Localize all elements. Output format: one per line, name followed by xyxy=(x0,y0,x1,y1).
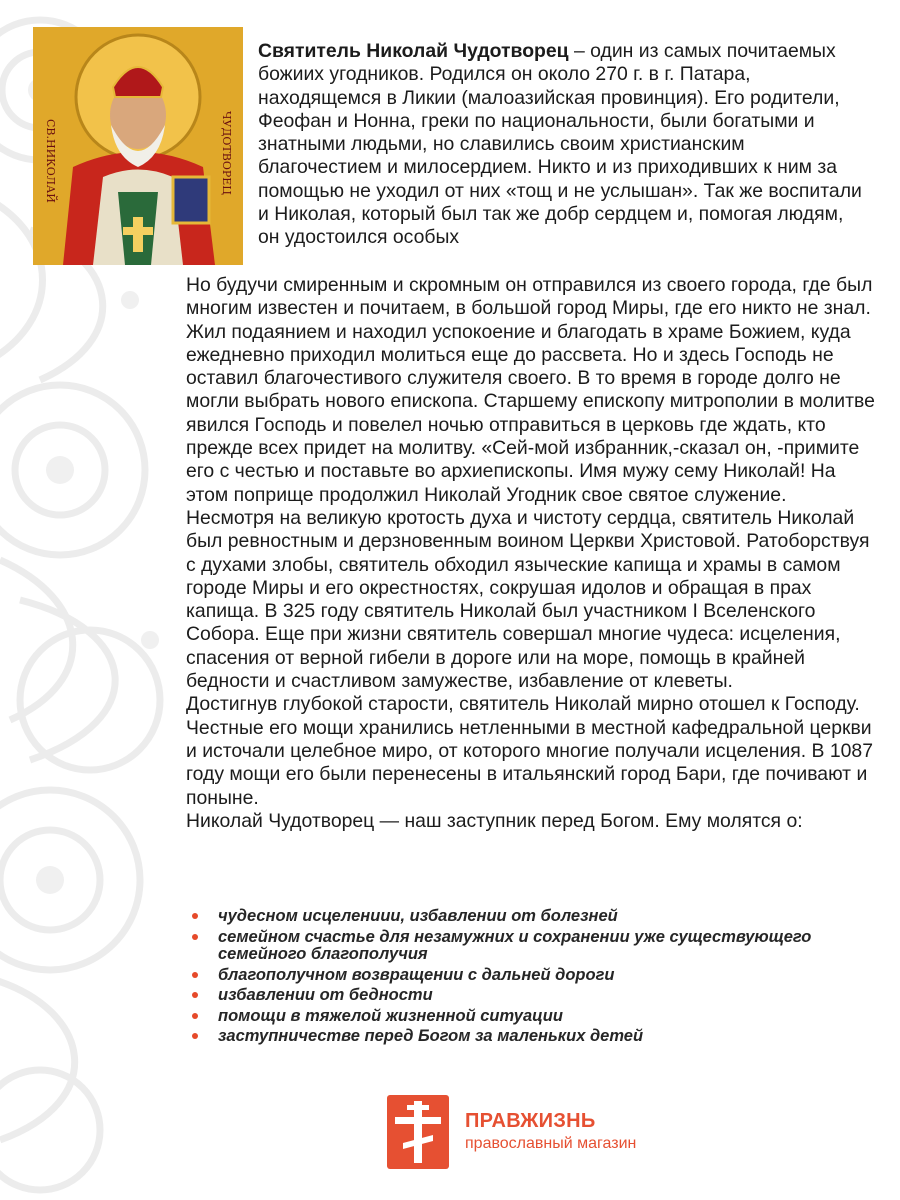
list-item xyxy=(190,908,850,926)
list-item xyxy=(190,967,850,985)
orthodox-cross-logo-icon xyxy=(387,1095,449,1169)
list-item-text: избавлении от бедности xyxy=(218,986,433,1004)
bullet-dot-icon xyxy=(192,992,198,998)
logo-title: ПРАВЖИЗНЬ xyxy=(465,1110,596,1132)
list-item-text: помощи в тяжелой жизненной ситуации xyxy=(218,1006,563,1025)
list-item-text: заступничестве перед Богом за маленьких детей xyxy=(218,1027,644,1045)
prayer-intentions-list xyxy=(190,908,850,1049)
intro-text: – один из самых почитаемых божиих угодников. Родился он около 270 г. в г. Патара, находящемся в Ликии (малоазийская провинция). Его родители, Феофан и Нонна, греки по национальности, были богатыми и знатными людьми, но славились своим христианским благочестием и милосердием. Никто и из приходивших к ним за помощью не уходил от них «тощ и не услышан». Так же воспитали и Николая, который был так же добр сердцем и, помогая людям, он удостоился особых xyxy=(258,40,862,249)
icon-illustration xyxy=(33,27,243,265)
icon-right-inscription: ЧУДОТВОРЕЦ xyxy=(220,111,233,195)
intro-paragraph xyxy=(258,40,868,250)
list-item-text: семейном счастье для незамужних и сохранении уже существующего семейного благополучия xyxy=(218,927,812,963)
store-logo[interactable] xyxy=(387,1095,636,1169)
list-item xyxy=(190,1028,850,1046)
list-item xyxy=(190,1008,850,1026)
list-item-text: чудесном исцелениии, избавлении от болезней xyxy=(218,907,618,925)
logo-subtitle: православный магазин xyxy=(465,1135,637,1152)
body-text: Но будучи смиренным и скромным он отправился из своего города, где был многим известен и почитаем, в большой город Миры, где его никто не знал. Жил подаянием и находил успокоение и благодать в храме Божием, куда ежедневно приходил молиться еще до рассвета. Но и здесь Господь не оставил благочестивого служителя своего. В то время в городе долго не могли выбрать нового епископа. Старшему епископу митрополии в молитве явился Господь и повелел ночью отправиться в церковь где ждать, кто прежде всех придет на молитву. «Сей-мой избранник,-сказал он, -примите его с честью и поставьте во архиепископы. Имя мужу сему Николай! На этом поприще продолжил Николай Угодник свое святое служение. Несмотря на великую кротость духа и чистоту сердца, святитель Николай был ревностным и дерзновенным воином Церкви Христовой. Ратоборствуя с духами злобы, святитель обходил языческие капища и храмы в самом городе Миры и его окрестностях, сокрушая идолов и обращая в прах капища. В 325 году святитель Николай был участником I Вселенского Собора. Еще при жизни святитель совершал многие чудеса: исцеления, спасения от верной гибели в дороге или на море, помощь в крайней бедности и счастливом замужестве, избавление от клеветы. Достигнув глубокой старости, святитель Николай мирно отошел к Господу. Честные его мощи хранились нетленными в местной кафедральной церкви и источали целебное миро, от которого многие получали исцеления. В 1087 году мощи его были перенесены в итальянский город Бари, где почивают и поныне. Николай Чудотворец — наш заступник перед Богом. Ему молятся о: xyxy=(186,274,875,832)
saint-name: Святитель Николай Чудотворец xyxy=(258,40,569,62)
logo-text xyxy=(465,1109,636,1155)
bullet-dot-icon xyxy=(192,1013,198,1019)
saint-nicholas-icon-image xyxy=(33,27,243,265)
icon-left-inscription: СВ.НИКОЛАЙ xyxy=(44,119,57,203)
bullet-dot-icon xyxy=(192,934,198,940)
bullet-dot-icon xyxy=(192,972,198,978)
bullet-dot-icon xyxy=(192,913,198,919)
list-item xyxy=(190,987,850,1005)
list-item xyxy=(190,929,850,964)
list-item-text: благополучном возвращении с дальней дороги xyxy=(218,965,615,984)
bullet-dot-icon xyxy=(192,1033,198,1039)
